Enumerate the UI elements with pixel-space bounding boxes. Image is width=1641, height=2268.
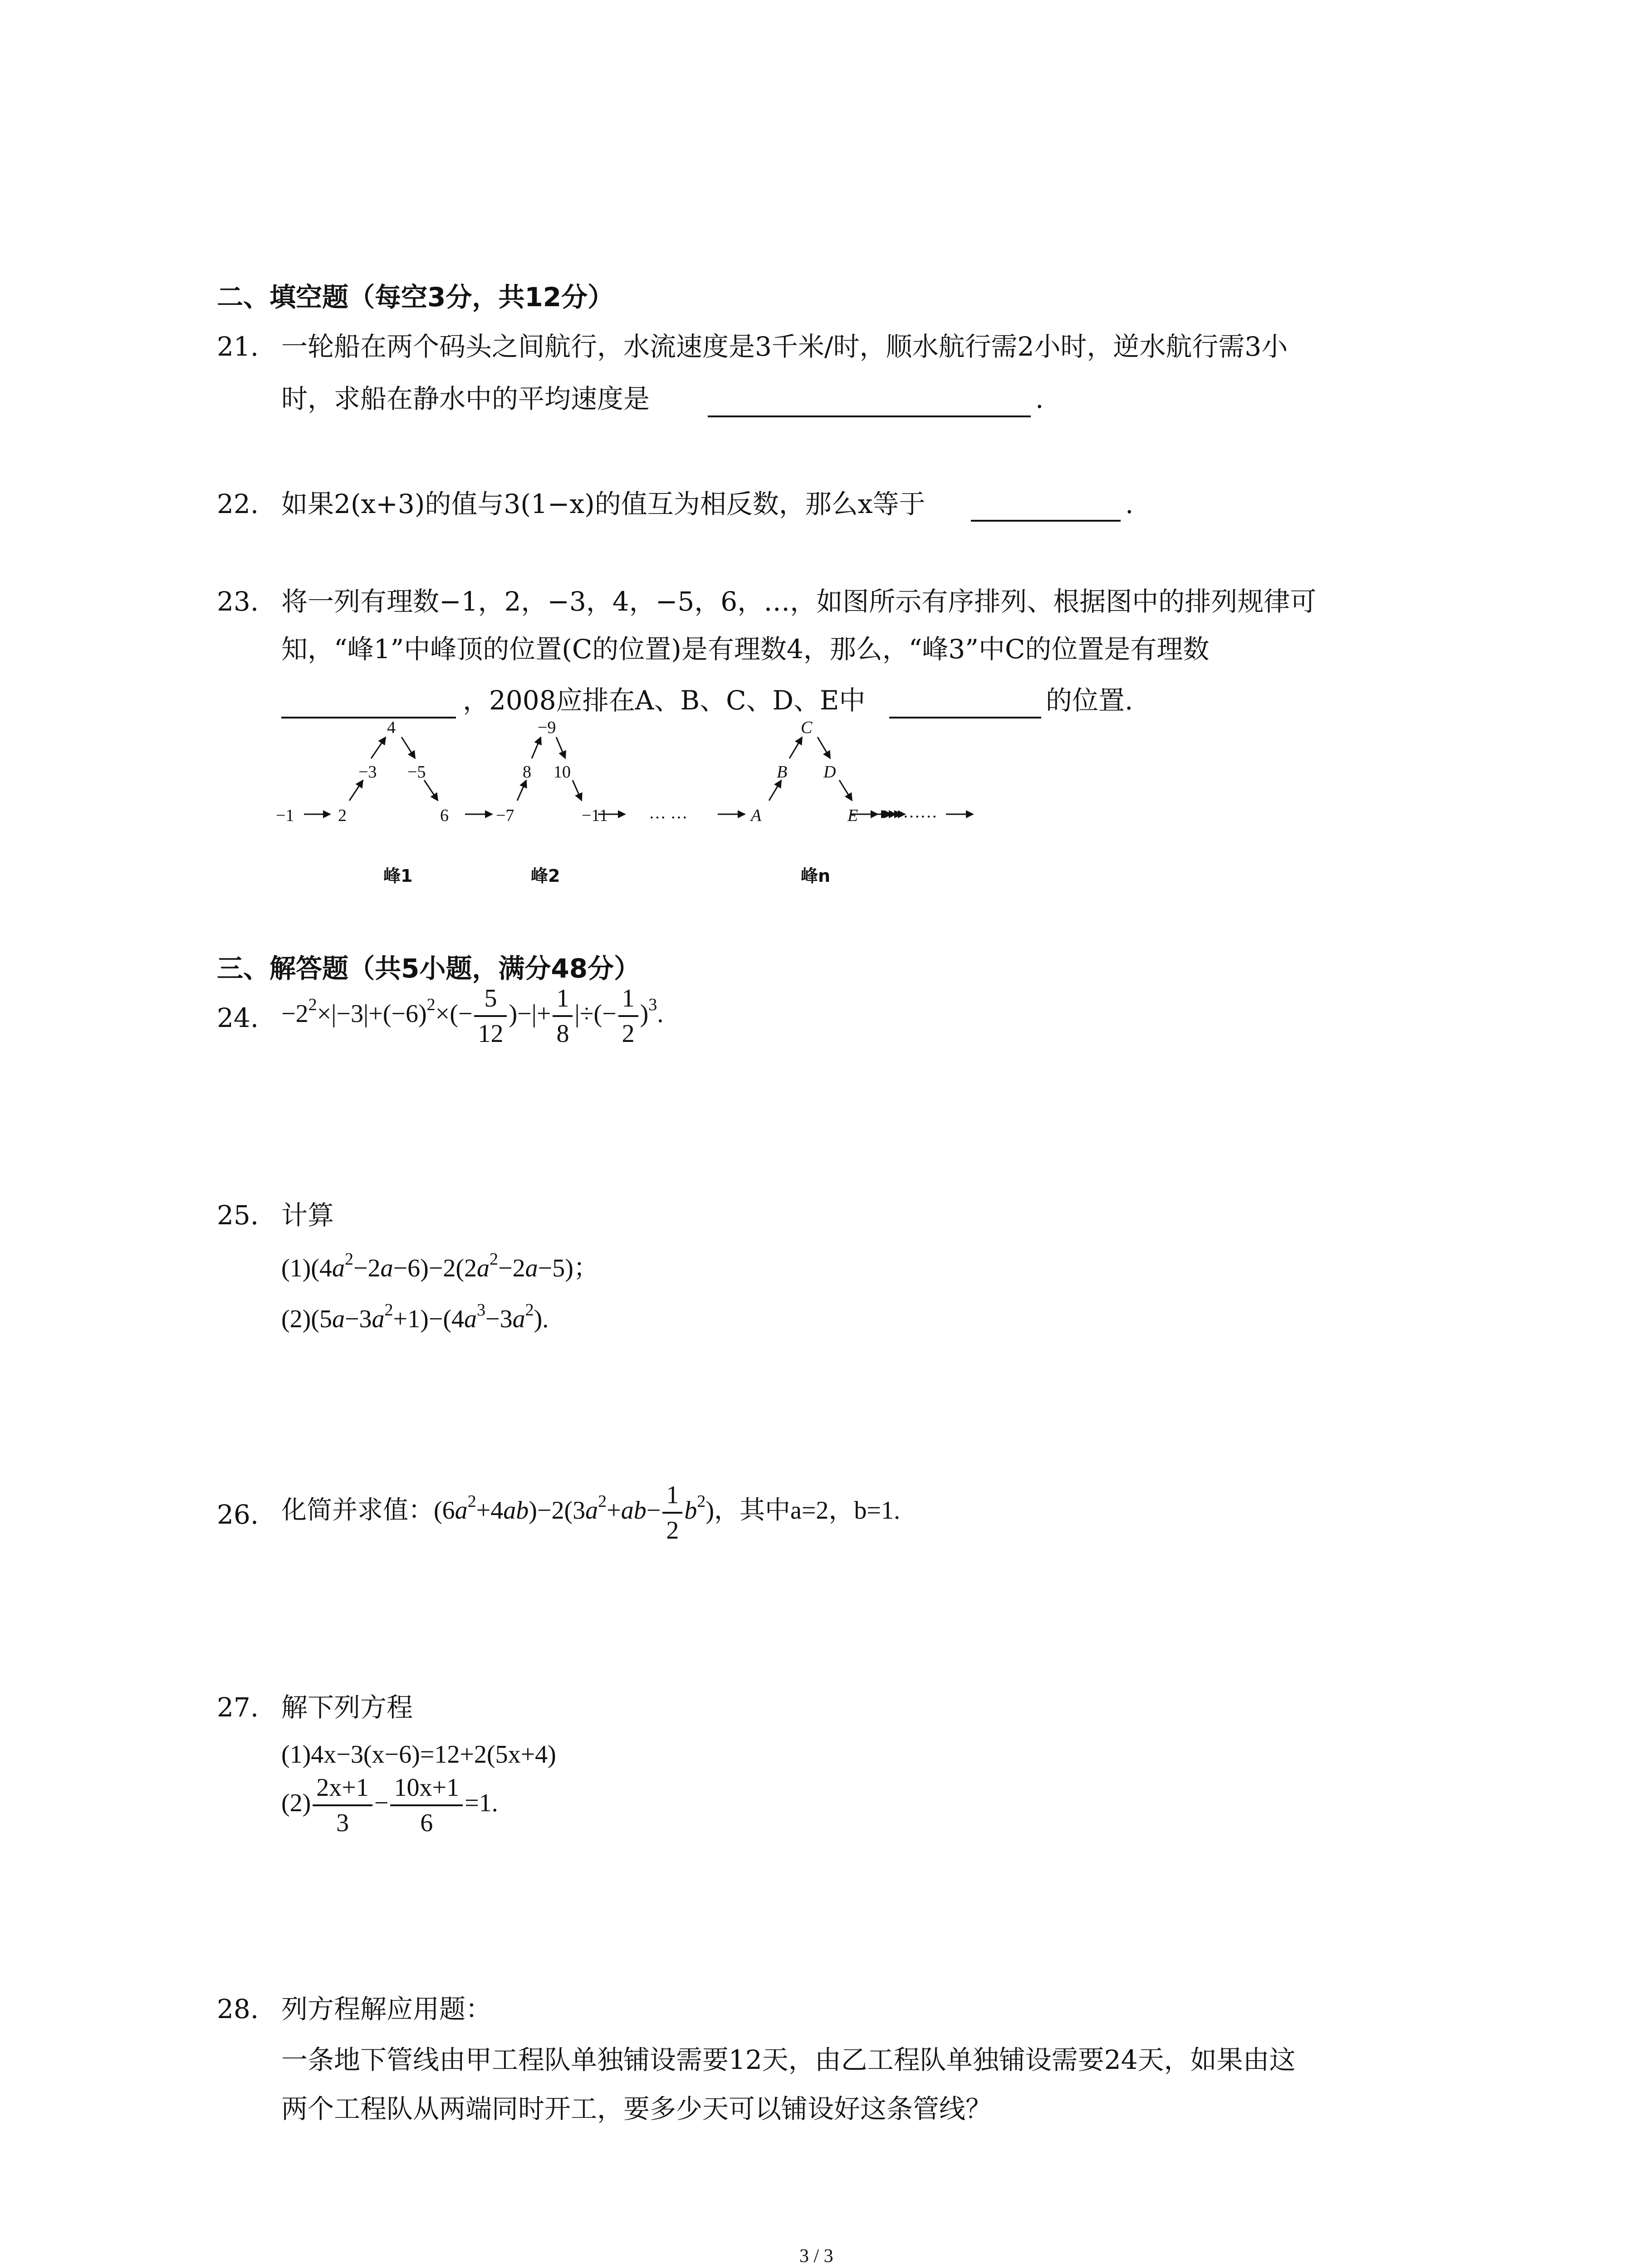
diagram-label: …… bbox=[903, 802, 937, 821]
question-27-equation-2: (2) $\frac{2x+1}{3}$ − $\frac{10x+1}{6}$ =1. bbox=[281, 1774, 498, 1837]
peak-label-1: 峰1 bbox=[383, 866, 413, 886]
question-23-line-1: 将一列有理数−1，2，−3，4，−5，6，…，如图所示有序排列、根据图中的排列规律可 bbox=[281, 586, 1317, 617]
arrow-up bbox=[349, 780, 363, 801]
diagram-label: −1 bbox=[276, 806, 294, 825]
question-23-line-3a: ，2008应排在A、B、C、D、E中 bbox=[463, 685, 866, 716]
peak-label-n: 峰n bbox=[801, 866, 831, 886]
section-heading-fill-in: 二、填空题（每空3分，共12分） bbox=[217, 282, 614, 313]
diagram-label: D bbox=[823, 763, 836, 782]
question-23-line-2: 知，“峰1”中峰顶的位置(C的位置)是有理数4，那么，“峰3”中C的位置是有理数 bbox=[281, 634, 1210, 665]
fraction: $\frac{1}{2}$ bbox=[618, 984, 638, 1048]
diagram-label: C bbox=[801, 718, 813, 737]
question-22-text: 如果2(x+3)的值与3(1−x)的值互为相反数，那么x等于 bbox=[281, 489, 926, 519]
question-28-line-1: 一条地下管线由甲工程队单独铺设需要12天，由乙工程队单独铺设需要24天，如果由这 bbox=[281, 2044, 1296, 2075]
question-22-end: . bbox=[1125, 489, 1134, 519]
arrow-down bbox=[424, 780, 438, 801]
question-25-title: 计算 bbox=[281, 1200, 334, 1231]
question-26-expression: 化简并求值：$(6a^2+4ab)-2(3a^2+ab-$ $\frac{1}{2}$ $b^2$)，其中a=2，b=1. bbox=[281, 1481, 901, 1545]
question-number-21: 21. bbox=[217, 331, 259, 362]
section-heading-answer: 三、解答题（共5小题，满分48分） bbox=[217, 953, 641, 984]
arrow-down bbox=[402, 737, 415, 758]
question-number-23: 23. bbox=[217, 586, 259, 617]
question-25-part-2: $(2)(5a-3a^2+1)-(4a^3-3a^2)$. bbox=[281, 1300, 549, 1333]
question-28-title: 列方程解应用题： bbox=[281, 1994, 492, 2024]
peak-label-2: 峰2 bbox=[531, 866, 560, 886]
page-number: 3 / 3 bbox=[799, 2246, 833, 2267]
diagram-label: B bbox=[777, 763, 788, 782]
question-21-line-1: 一轮船在两个码头之间航行，水流速度是3千米/时，顺水航行需2小时，逆水航行需3小 bbox=[281, 331, 1288, 362]
question-21-line-2: 时，求船在静水中的平均速度是 bbox=[281, 383, 650, 414]
diagram-label: A bbox=[751, 806, 762, 825]
question-number-24: 24. bbox=[217, 1002, 259, 1033]
fraction: $\frac{1}{8}$ bbox=[553, 984, 573, 1048]
question-27-title: 解下列方程 bbox=[281, 1692, 413, 1723]
diagram-label: −11 bbox=[582, 806, 608, 825]
diagram-label: −5 bbox=[407, 763, 426, 782]
fraction: $\frac{2x+1}{3}$ bbox=[313, 1774, 372, 1837]
arrow-up bbox=[371, 737, 386, 758]
diagram-label: −9 bbox=[538, 718, 556, 737]
fraction: $\frac{10x+1}{6}$ bbox=[390, 1774, 463, 1837]
question-number-25: 25. bbox=[217, 1200, 259, 1231]
diagram-label: 8 bbox=[523, 763, 531, 782]
question-27-equation-1: (1)4x−3(x−6)=12+2(5x+4) bbox=[281, 1740, 556, 1769]
diagram-label: 10 bbox=[554, 763, 571, 782]
question-21-end: . bbox=[1035, 383, 1044, 414]
question-24-expression: $-2^2\times|-3|+(-6)^2\times(-$ $\frac{5}{12}$ )−|+ $\frac{1}{8}$ |÷(− $\frac{1}{2}$ )$^3$. bbox=[281, 984, 664, 1048]
diagram-label: −3 bbox=[358, 763, 377, 782]
question-number-28: 28. bbox=[217, 1994, 259, 2024]
diagram-label: −7 bbox=[496, 806, 514, 825]
question-28-line-2: 两个工程队从两端同时开工，要多少天可以铺设好这条管线？ bbox=[281, 2093, 992, 2124]
diagram-label: 6 bbox=[440, 806, 449, 825]
question-23-line-3b: 的位置. bbox=[1046, 685, 1133, 716]
diagram-label: E bbox=[847, 806, 858, 825]
fraction: $\frac{5}{12}$ bbox=[474, 984, 507, 1048]
question-number-22: 22. bbox=[217, 489, 259, 519]
diagram-label: 2 bbox=[338, 806, 347, 825]
question-number-26: 26. bbox=[217, 1499, 259, 1530]
diagram-label: … … bbox=[649, 803, 688, 822]
question-25-part-1: $(1)(4a^2-2a-6)-2(2a^2-2a-5)$； bbox=[281, 1250, 599, 1282]
question-number-27: 27. bbox=[217, 1692, 259, 1723]
diagram-label: 4 bbox=[387, 718, 396, 737]
fraction: $\frac{1}{2}$ bbox=[662, 1481, 682, 1545]
